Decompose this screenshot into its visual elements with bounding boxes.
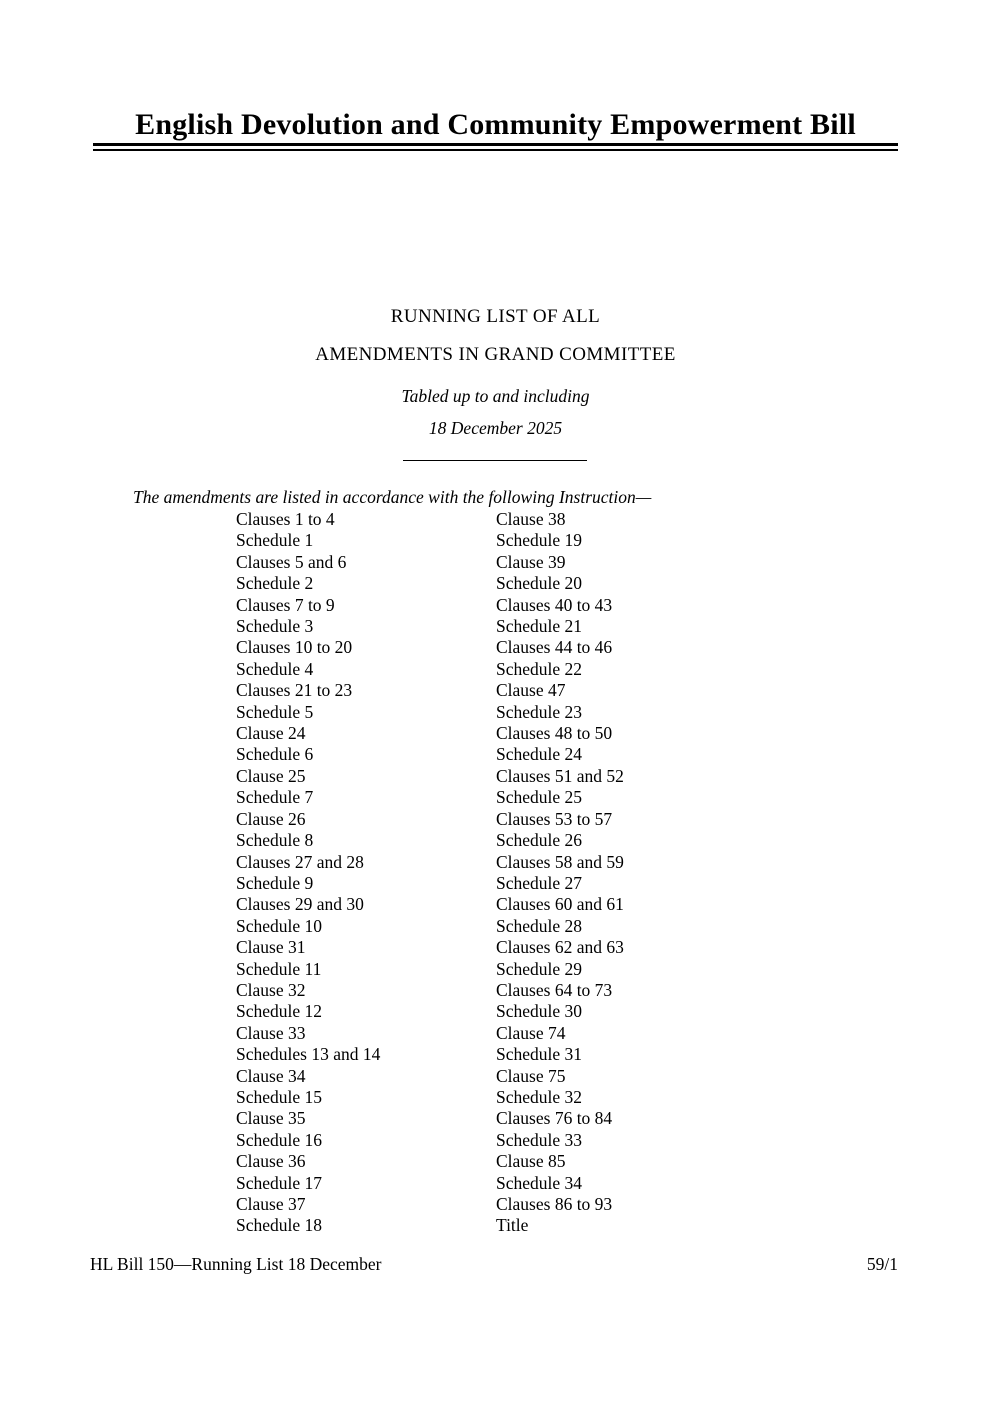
list-item: Clause 36 [236,1151,306,1172]
list-item: Clauses 29 and 30 [236,894,364,915]
running-list-heading: RUNNING LIST OF ALL [390,306,601,327]
list-item: Clauses 76 to 84 [496,1108,613,1129]
list-item: Schedule 15 [236,1086,323,1107]
list-item: Clauses 40 to 43 [496,594,613,615]
list-item: Schedule 26 [496,830,583,851]
list-item: Clause 75 [496,1065,566,1086]
list-item: Clause 34 [236,1065,306,1086]
list-item: Clause 37 [236,1194,306,1214]
list-item: Schedule 22 [496,658,583,679]
list-item: Clause 31 [236,937,306,958]
list-item: Clauses 27 and 28 [236,851,364,872]
right-column [496,509,624,1237]
list-item: Clause 26 [236,808,306,829]
list-item: Schedule 7 [236,787,314,808]
section-divider-rule [403,460,587,461]
list-item: Schedule 33 [496,1129,583,1150]
list-item: Clauses 1 to 4 [236,509,335,529]
list-item: Clauses 44 to 46 [496,637,613,658]
list-item: Schedule 2 [236,573,314,594]
list-item: Clause 35 [236,1108,306,1129]
list-item: Schedule 34 [496,1172,583,1193]
list-item: Schedule 1 [236,530,314,551]
list-item: Schedule 25 [496,787,583,808]
list-item: Clauses 48 to 50 [496,723,613,744]
list-item: Clause 47 [496,680,566,701]
list-item: Title [496,1215,529,1236]
list-item: Schedule 8 [236,830,314,851]
list-item: Schedule 23 [496,701,583,722]
list-item: Schedule 3 [236,616,314,637]
list-item: Schedule 29 [496,958,583,979]
list-item: Clause 74 [496,1022,566,1043]
list-item: Schedule 4 [236,658,314,679]
list-item: Schedule 21 [496,616,583,637]
list-item: Schedules 13 and 14 [236,1044,381,1065]
list-item: Clauses 86 to 93 [496,1194,613,1214]
list-item: Schedule 28 [496,915,583,936]
list-item: Clauses 58 and 59 [496,851,624,872]
list-item: Schedule 30 [496,1001,583,1022]
list-item: Schedule 24 [496,744,583,765]
list-item: Clauses 10 to 20 [236,637,353,658]
list-item: Schedule 32 [496,1086,583,1107]
title-double-rule [93,143,898,151]
list-item: Clauses 7 to 9 [236,594,335,615]
list-item: Clause 85 [496,1151,566,1172]
list-item: Schedule 11 [236,958,322,979]
list-item: Clauses 64 to 73 [496,979,613,1000]
list-item: Clauses 53 to 57 [496,808,613,829]
list-item: Clauses 5 and 6 [236,551,347,572]
list-item: Schedule 27 [496,872,583,893]
list-item: Schedule 9 [236,872,314,893]
grand-committee-heading: AMENDMENTS IN GRAND COMMITTEE [315,344,676,365]
instruction-text: The amendments are listed in accordance with the following Instruction— [133,487,652,507]
footer-bill-reference: HL Bill 150—Running List 18 December [90,1254,382,1274]
list-item: Schedule 5 [236,701,314,722]
list-item: Schedule 31 [496,1044,583,1065]
page-footer [90,1254,898,1275]
list-item: Clause 24 [236,723,306,744]
list-item: Schedule 10 [236,915,323,936]
list-item: Schedule 19 [496,530,583,551]
list-item: Schedule 6 [236,744,314,765]
list-item: Clause 39 [496,551,566,572]
list-item: Schedule 12 [236,1001,323,1022]
list-item: Clause 38 [496,509,566,529]
list-item: Clauses 60 and 61 [496,894,624,915]
bill-title: English Devolution and Community Empowerment Bill [135,108,856,141]
tabled-date-subheading: 18 December 2025 [428,418,563,438]
list-item: Clause 25 [236,765,306,786]
tabled-up-to-subheading: Tabled up to and including [401,386,590,406]
list-item: Clause 33 [236,1022,306,1043]
list-item: Clauses 51 and 52 [496,765,624,786]
list-item: Clauses 62 and 63 [496,937,624,958]
list-item: Clause 32 [236,979,306,1000]
list-item: Clauses 21 to 23 [236,680,353,701]
footer-page-number: 59/1 [866,1254,898,1274]
list-item: Schedule 17 [236,1172,323,1193]
list-item: Schedule 18 [236,1215,323,1236]
list-item: Schedule 20 [496,573,583,594]
left-column [236,509,380,1237]
list-item: Schedule 16 [236,1129,323,1150]
